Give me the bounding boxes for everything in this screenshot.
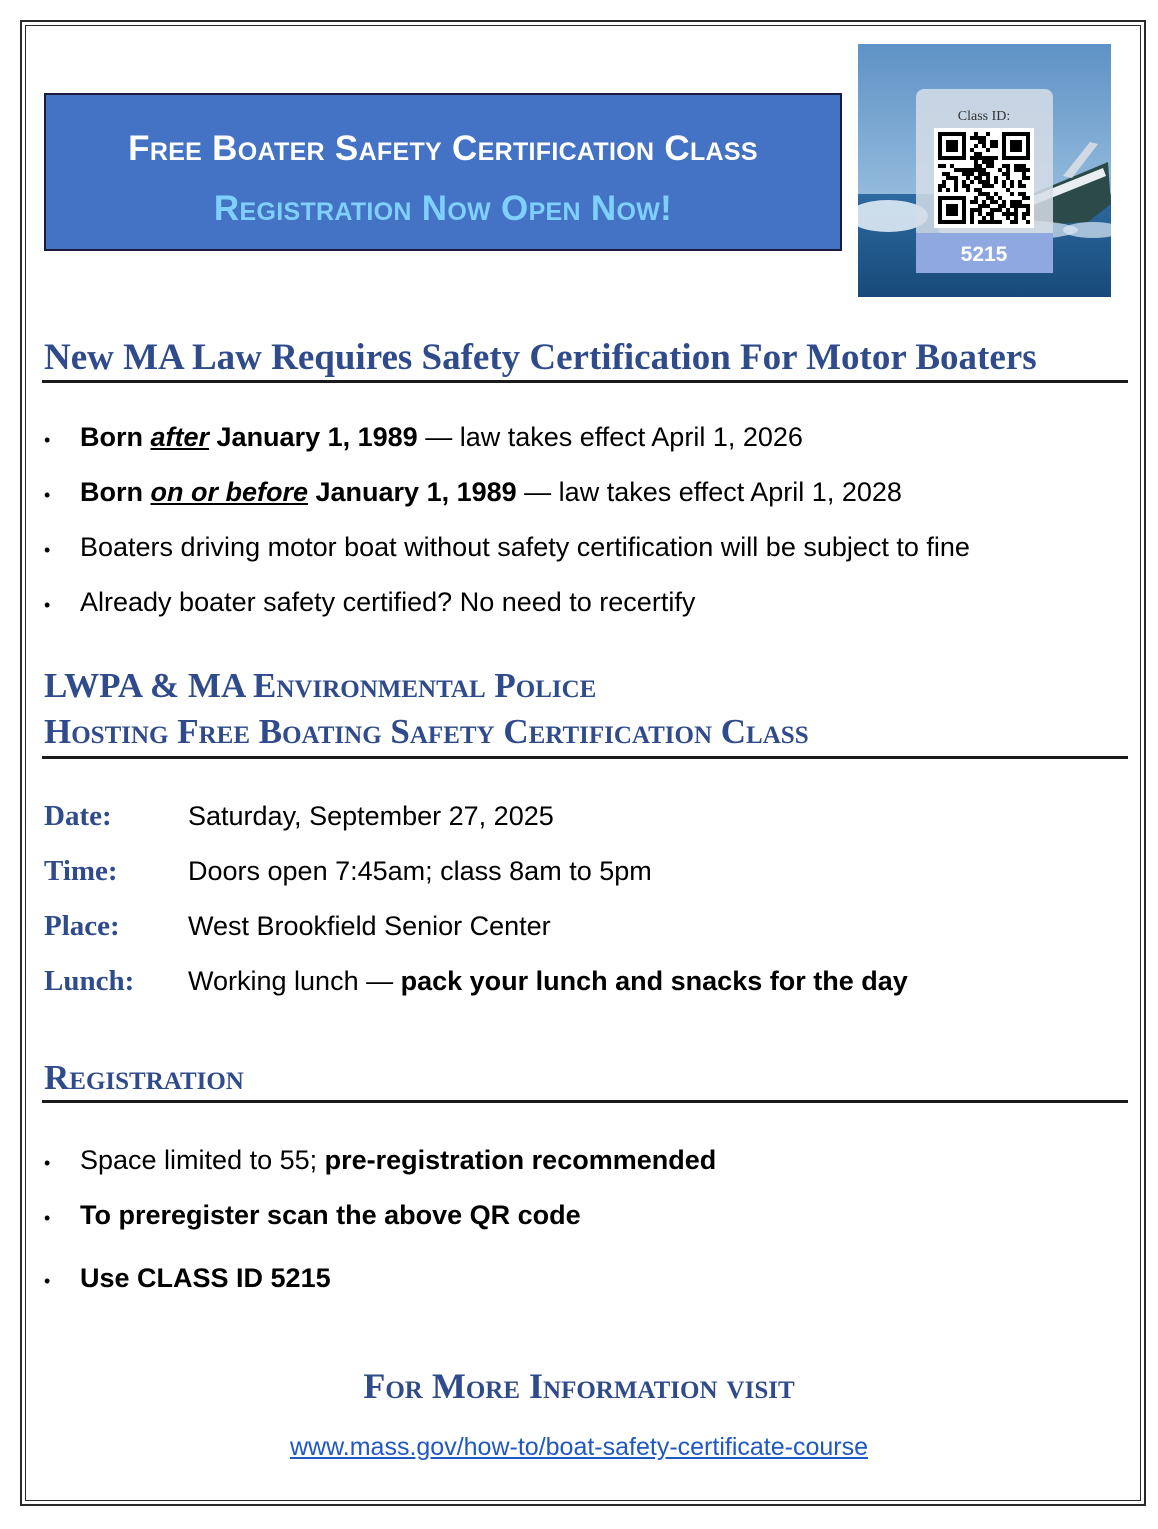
qr-module xyxy=(1022,216,1026,220)
qr-module xyxy=(982,180,986,184)
qr-module xyxy=(998,220,1002,224)
qr-module xyxy=(1006,212,1010,216)
qr-module xyxy=(958,168,962,172)
qr-module xyxy=(978,188,982,192)
qr-module xyxy=(978,136,982,140)
qr-module xyxy=(946,172,950,176)
qr-module xyxy=(990,200,994,204)
law-bullet-list xyxy=(44,422,970,642)
qr-module xyxy=(1018,180,1022,184)
qr-module xyxy=(962,180,966,184)
qr-module xyxy=(1002,200,1006,204)
class-id-number: 5215 xyxy=(960,243,1008,266)
qr-module xyxy=(938,188,942,192)
law-heading-rule xyxy=(42,380,1128,383)
qr-module xyxy=(986,176,990,180)
qr-module xyxy=(966,184,970,188)
qr-module xyxy=(950,176,954,180)
qr-module xyxy=(1006,208,1010,212)
qr-module xyxy=(978,152,982,156)
qr-module xyxy=(982,220,986,224)
qr-module xyxy=(970,180,974,184)
qr-module xyxy=(1002,184,1006,188)
qr-module xyxy=(978,172,982,176)
list-item: • Use CLASS ID 5215 xyxy=(44,1263,716,1318)
qr-module xyxy=(974,200,978,204)
qr-module xyxy=(1022,164,1026,168)
qr-module xyxy=(1026,220,1030,224)
qr-module xyxy=(990,156,994,160)
qr-module xyxy=(1026,168,1030,172)
qr-module xyxy=(1002,212,1006,216)
qr-module xyxy=(938,184,942,188)
qr-module xyxy=(966,172,970,176)
qr-module xyxy=(1002,164,1006,168)
qr-module xyxy=(1014,200,1018,204)
qr-module xyxy=(1002,172,1006,176)
qr-module xyxy=(982,160,986,164)
qr-module xyxy=(974,188,978,192)
qr-module xyxy=(1014,212,1018,216)
qr-module xyxy=(1010,220,1014,224)
qr-module xyxy=(990,160,994,164)
qr-module xyxy=(986,196,990,200)
qr-module xyxy=(1018,200,1022,204)
qr-module xyxy=(1022,196,1026,200)
qr-module xyxy=(954,180,958,184)
qr-module xyxy=(962,168,966,172)
qr-module xyxy=(1006,172,1010,176)
registration-heading: Registration xyxy=(44,1058,244,1097)
qr-module xyxy=(954,176,958,180)
qr-module xyxy=(1010,192,1014,196)
qr-module xyxy=(994,156,998,160)
qr-module xyxy=(978,140,982,144)
qr-module xyxy=(998,168,1002,172)
time-label: Time: xyxy=(44,855,118,887)
qr-module xyxy=(986,164,990,168)
qr-module xyxy=(1022,212,1026,216)
qr-module xyxy=(986,180,990,184)
title-banner xyxy=(44,93,842,251)
qr-module xyxy=(970,208,974,212)
qr-module xyxy=(986,132,990,136)
qr-module xyxy=(974,196,978,200)
qr-module xyxy=(994,140,998,144)
qr-module xyxy=(994,192,998,196)
list-item: • To preregister scan the above QR code xyxy=(44,1200,716,1263)
law-heading: New MA Law Requires Safety Certification For Motor Boaters xyxy=(44,337,1037,378)
qr-module xyxy=(978,192,982,196)
hosting-heading-line2: Hosting Free Boating Safety Certification Class xyxy=(44,712,809,751)
qr-module xyxy=(986,172,990,176)
place-label: Place: xyxy=(44,910,120,942)
qr-module xyxy=(1018,192,1022,196)
qr-module xyxy=(974,168,978,172)
footer-heading: For More Information visit xyxy=(363,1366,795,1406)
list-item: • Space limited to 55; pre-registration recommended xyxy=(44,1145,716,1200)
qr-module xyxy=(994,176,998,180)
qr-module xyxy=(950,164,954,168)
qr-card-label: Class ID: xyxy=(957,109,1011,124)
qr-module xyxy=(1026,208,1030,212)
qr-module xyxy=(978,220,982,224)
qr-module xyxy=(1006,188,1010,192)
qr-module xyxy=(962,172,966,176)
registration-heading-rule xyxy=(42,1100,1128,1103)
qr-module xyxy=(982,204,986,208)
qr-module xyxy=(1026,212,1030,216)
qr-module xyxy=(982,168,986,172)
qr-module xyxy=(1002,204,1006,208)
qr-module xyxy=(946,176,950,180)
qr-module xyxy=(1022,184,1026,188)
qr-module xyxy=(990,220,994,224)
time-value: Doors open 7:45am; class 8am to 5pm xyxy=(188,856,652,886)
qr-module xyxy=(982,136,986,140)
qr-module xyxy=(1022,168,1026,172)
qr-module xyxy=(1014,216,1018,220)
qr-module xyxy=(1010,200,1014,204)
qr-module xyxy=(1022,172,1026,176)
qr-module xyxy=(978,156,982,160)
qr-module xyxy=(982,200,986,204)
qr-module xyxy=(974,156,978,160)
qr-module xyxy=(970,212,974,216)
qr-module xyxy=(978,168,982,172)
qr-module xyxy=(954,188,958,192)
qr-module xyxy=(1014,164,1018,168)
qr-module xyxy=(970,148,974,152)
qr-module xyxy=(1018,164,1022,168)
date-value: Saturday, September 27, 2025 xyxy=(188,801,554,831)
qr-module xyxy=(1026,176,1030,180)
qr-module xyxy=(970,216,974,220)
qr-module xyxy=(1014,208,1018,212)
qr-module xyxy=(970,220,974,224)
qr-finder-pattern xyxy=(946,204,958,216)
banner-subtitle: Registration Now Open Now! xyxy=(213,189,673,228)
qr-module xyxy=(978,176,982,180)
qr-module xyxy=(978,180,982,184)
qr-module xyxy=(990,140,994,144)
qr-module xyxy=(994,144,998,148)
qr-module xyxy=(1010,184,1014,188)
qr-module xyxy=(966,176,970,180)
qr-module xyxy=(1022,204,1026,208)
qr-module xyxy=(986,160,990,164)
qr-module xyxy=(978,212,982,216)
qr-module xyxy=(1006,216,1010,220)
qr-module xyxy=(986,184,990,188)
qr-module xyxy=(986,156,990,160)
qr-module xyxy=(982,184,986,188)
qr-module xyxy=(1026,196,1030,200)
qr-module xyxy=(982,144,986,148)
qr-module xyxy=(998,208,1002,212)
qr-module xyxy=(1026,204,1030,208)
qr-module xyxy=(974,136,978,140)
qr-module xyxy=(986,220,990,224)
qr-module xyxy=(990,184,994,188)
qr-module xyxy=(990,144,994,148)
qr-module xyxy=(1010,212,1014,216)
qr-module xyxy=(994,208,998,212)
qr-module xyxy=(974,144,978,148)
qr-module xyxy=(1006,164,1010,168)
qr-module xyxy=(1022,192,1026,196)
registration-bullet-list xyxy=(44,1145,716,1318)
qr-module xyxy=(974,160,978,164)
qr-module xyxy=(990,216,994,220)
qr-module xyxy=(994,220,998,224)
qr-module xyxy=(986,204,990,208)
list-item: • Boaters driving motor boat without safety certification will be subject to fine xyxy=(44,532,970,587)
list-item: • Born on or before January 1, 1989 — law takes effect April 1, 2028 xyxy=(44,477,970,532)
qr-module xyxy=(946,188,950,192)
qr-module xyxy=(1022,176,1026,180)
list-item: • Born after January 1, 1989 — law takes effect April 1, 2026 xyxy=(44,422,970,477)
qr-module xyxy=(970,136,974,140)
place-value: West Brookfield Senior Center xyxy=(188,911,551,941)
qr-module xyxy=(982,192,986,196)
hosting-heading-line1: LWPA & MA Environmental Police xyxy=(44,666,597,705)
qr-module xyxy=(990,208,994,212)
qr-module xyxy=(990,196,994,200)
qr-module xyxy=(978,208,982,212)
qr-module xyxy=(938,164,942,168)
qr-module xyxy=(994,200,998,204)
qr-finder-pattern xyxy=(1010,140,1022,152)
qr-module xyxy=(990,212,994,216)
qr-module xyxy=(990,164,994,168)
qr-module xyxy=(998,204,1002,208)
more-info-link[interactable]: www.mass.gov/how-to/boat-safety-certificate-course xyxy=(290,1433,868,1461)
qr-module xyxy=(970,172,974,176)
banner-title: Free Boater Safety Certification Class xyxy=(128,129,758,168)
lunch-value: Working lunch — pack your lunch and snacks for the day xyxy=(188,966,908,996)
qr-module xyxy=(1006,168,1010,172)
qr-module xyxy=(982,140,986,144)
qr-module xyxy=(986,148,990,152)
qr-module xyxy=(986,192,990,196)
qr-module xyxy=(1014,220,1018,224)
qr-module xyxy=(954,168,958,172)
qr-module xyxy=(942,172,946,176)
qr-module xyxy=(982,172,986,176)
qr-module xyxy=(942,184,946,188)
qr-module xyxy=(982,216,986,220)
qr-module xyxy=(966,188,970,192)
qr-module xyxy=(1018,204,1022,208)
qr-module xyxy=(970,200,974,204)
qr-module xyxy=(1018,184,1022,188)
qr-module xyxy=(994,180,998,184)
qr-module xyxy=(942,180,946,184)
qr-module xyxy=(974,152,978,156)
qr-module xyxy=(978,164,982,168)
qr-module xyxy=(1002,180,1006,184)
qr-module xyxy=(962,184,966,188)
qr-module xyxy=(1014,168,1018,172)
date-label: Date: xyxy=(44,800,112,832)
qr-module xyxy=(970,156,974,160)
list-item: • Already boater safety certified? No need to recertify xyxy=(44,587,970,642)
qr-module xyxy=(1010,180,1014,184)
qr-module xyxy=(970,168,974,172)
qr-finder-pattern xyxy=(946,140,958,152)
qr-module xyxy=(974,164,978,168)
qr-module xyxy=(942,164,946,168)
qr-module xyxy=(998,196,1002,200)
qr-module xyxy=(978,204,982,208)
lunch-label: Lunch: xyxy=(44,965,135,997)
hosting-heading-rule xyxy=(42,756,1128,759)
qr-module xyxy=(1018,168,1022,172)
qr-module xyxy=(974,132,978,136)
qr-module xyxy=(1010,204,1014,208)
qr-code-photo[interactable] xyxy=(858,44,1111,297)
qr-module xyxy=(1006,176,1010,180)
qr-module xyxy=(1014,204,1018,208)
qr-module xyxy=(954,184,958,188)
qr-module xyxy=(986,212,990,216)
qr-module xyxy=(974,176,978,180)
qr-module xyxy=(982,156,986,160)
qr-module xyxy=(966,168,970,172)
qr-module xyxy=(974,208,978,212)
